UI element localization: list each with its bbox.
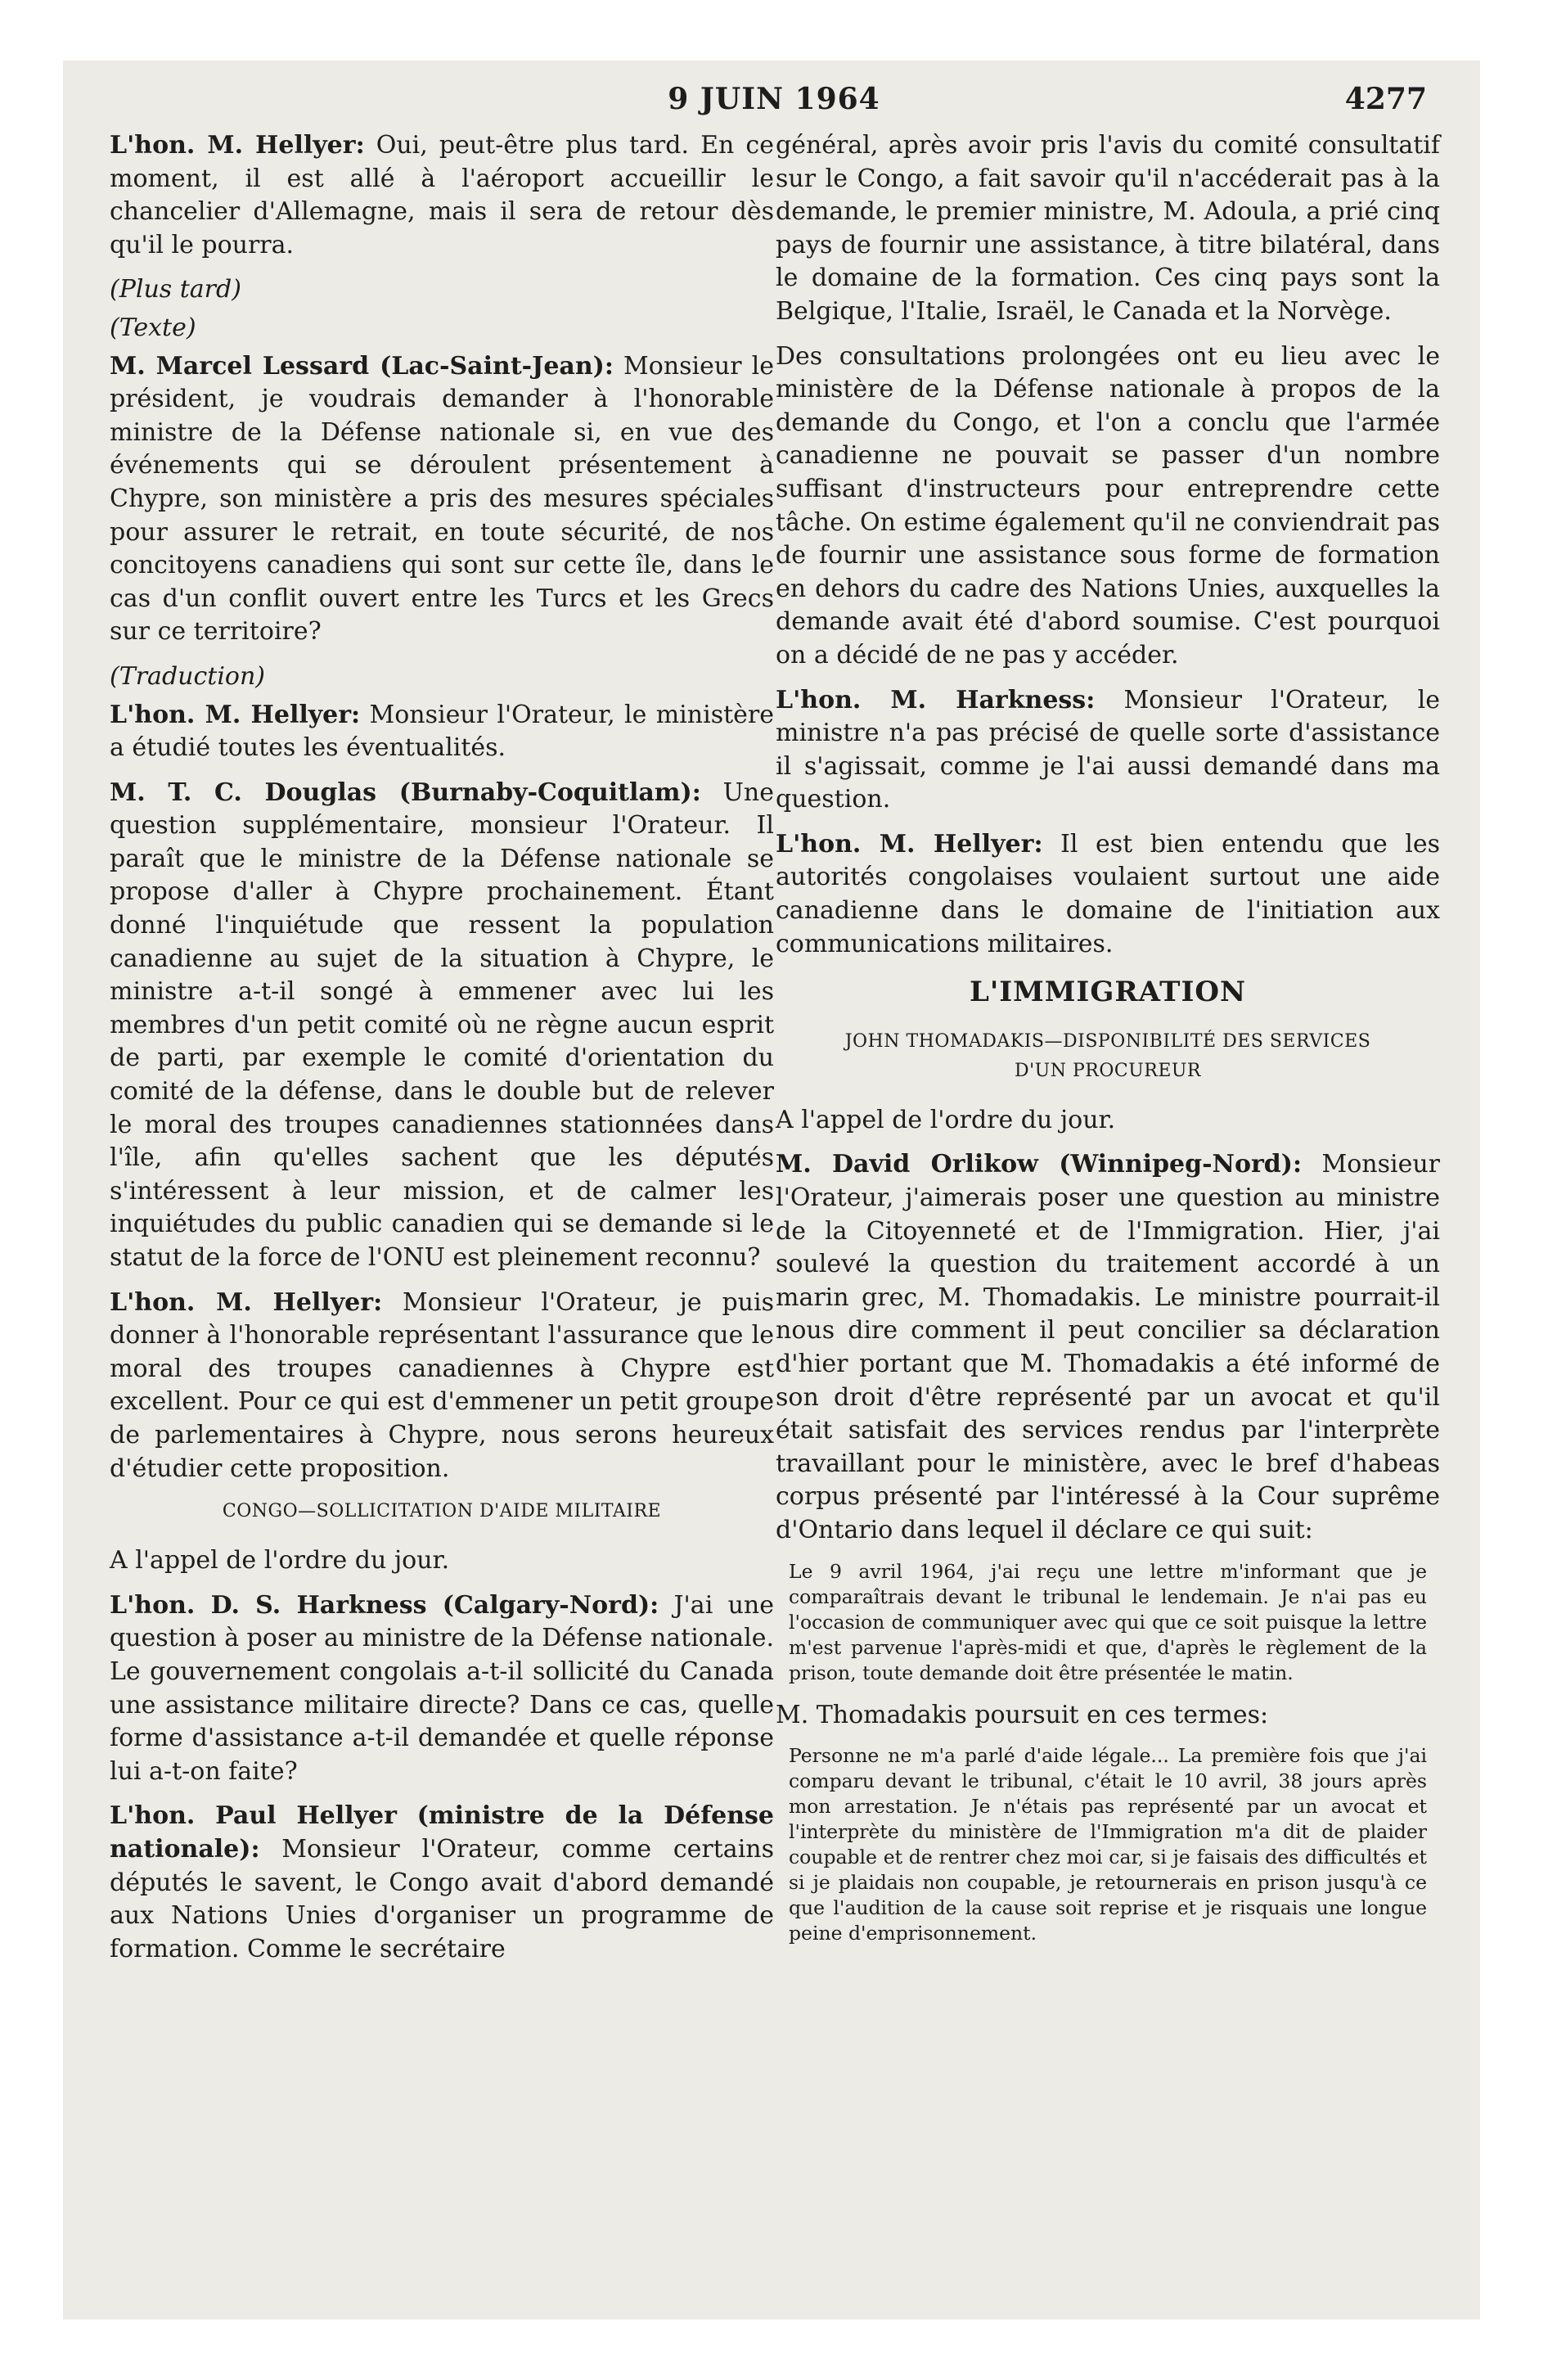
speaker-name: M. David Orlikow (Winnipeg-Nord): bbox=[776, 1150, 1303, 1179]
paragraph bbox=[110, 777, 774, 1275]
block-quote: Personne ne m'a parlé d'aide légale... La première fois que j'ai comparu devant le tribunal, c'était le 10 avril, 38 jours après mon arrestation. Je n'étais pas représenté par un avocat et l'interprète du ministère de l'Immigration m'a dit de plaider coupable et de rentrer chez moi car, si je faisais des difficultés et si je plaidais non coupable, je retournerais en prison jusqu'à ce que l'audition de la cause soit reprise et je risquais une longue peine d'emprisonnement. bbox=[789, 1744, 1427, 1945]
paragraph-text: Monsieur l'Orateur, comme certains députés le savent, le Congo avait d'abord demandé aux Nations Unies d'organiser un programme de formation. Comme le secrétaire bbox=[110, 1834, 774, 1963]
speaker-name: M. Marcel Lessard (Lac-Saint-Jean): bbox=[110, 351, 614, 381]
paragraph bbox=[110, 1800, 774, 1966]
paragraph-text: Monsieur le président, je voudrais demander à l'honorable ministre de la Défense nationale si, en vue des événements qui se déroulent présentement à Chypre, son ministère a pris des mesures spéciales pour assurer le retrait, en toute sécurité, de nos concitoyens canadiens qui sont sur cette île, dans le cas d'un conflit ouvert entre les Turcs et les Grecs sur ce territoire? bbox=[110, 351, 774, 647]
speaker-name: M. T. C. Douglas (Burnaby-Coquitlam): bbox=[110, 778, 701, 807]
paragraph-text: Une question supplémentaire, monsieur l'Orateur. Il paraît que le ministre de la Défense nationale se propose d'aller à Chypre prochainement. Étant donné l'inquiétude que ressent la population canadienne au sujet de la situation à Chypre, le ministre a-t-il songé à emmener avec lui les membres d'un petit comité où ne règne aucun esprit de parti, par exemple le comité d'orientation du comité de la défense, dans le double but de relever le moral des troupes canadiennes stationnées dans l'île, afin qu'elles sachent que les députés s'intéressent à leur mission, et de calmer les inquiétudes du public canadien qui se demande si le statut de la force de l'ONU est pleinement reconnu? bbox=[110, 778, 774, 1272]
section-title: L'IMMIGRATION bbox=[969, 976, 1247, 1009]
procedural-note: (Texte) bbox=[110, 313, 196, 342]
speaker-name: L'hon. M. Harkness: bbox=[776, 685, 1096, 714]
procedural-note: (Traduction) bbox=[110, 661, 266, 691]
paragraph: A l'appel de l'ordre du jour. bbox=[776, 1105, 1116, 1134]
paragraph-text: Monsieur l'Orateur, je puis donner à l'honorable représentant l'assurance que le moral des troupes canadiennes à Chypre est excellent. Pour ce qui est d'emmener un petit groupe de parlementaires à Chypre, nous serons heureux d'étudier cette proposition. bbox=[110, 1287, 774, 1483]
paragraph bbox=[110, 350, 774, 649]
paragraph-text: Monsieur l'Orateur, le ministère a étudié toutes les éventualités. bbox=[110, 700, 774, 763]
page-number: 4277 bbox=[1344, 82, 1427, 116]
paragraph bbox=[776, 684, 1440, 817]
paragraph: M. Thomadakis poursuit en ces termes: bbox=[776, 1700, 1269, 1729]
procedural-note: (Plus tard) bbox=[110, 275, 241, 304]
paragraph: général, après avoir pris l'avis du comité consultatif sur le Congo, a fait savoir qu'il n'accéderait pas à la demande, le premier ministre, M. Adoula, a prié cinq pays de fournir une assistance, à titre bilatéral, dans le domaine de la formation. Ces cinq pays sont la Belgique, l'Italie, Israël, le Canada et la Norvège. bbox=[776, 131, 1440, 326]
speaker-name: L'hon. Paul Hellyer (ministre de la Défense nationale): bbox=[110, 1801, 774, 1864]
subtitle-line: JOHN THOMADAKIS—DISPONIBILITÉ DES SERVICES bbox=[844, 1030, 1371, 1052]
paragraph-text: Monsieur l'Orateur, le ministre n'a pas précisé de quelle sorte d'assistance il s'agissait, comme je l'ai aussi demandé dans ma question. bbox=[776, 685, 1440, 814]
section-subtitle bbox=[776, 1027, 1440, 1086]
paragraph bbox=[110, 1589, 774, 1789]
block-quote: Le 9 avril 1964, j'ai reçu une lettre m'informant que je comparaîtrais devant le tribunal le lendemain. Je n'ai pas eu l'occasion de communiquer avec qui que ce soit puisque la lettre m'est parvenue l'après-midi et que, d'après le règlement de la prison, toute demande doit être présentée le matin. bbox=[789, 1559, 1427, 1684]
paragraph bbox=[110, 699, 774, 765]
speaker-name: L'hon. D. S. Harkness (Calgary-Nord): bbox=[110, 1590, 659, 1620]
paragraph bbox=[110, 1287, 774, 1486]
left-column bbox=[110, 129, 774, 1977]
paragraph-text: J'ai une question à poser au ministre de la Défense nationale. Le gouvernement congolais a-t-il sollicité du Canada une assistance militaire directe? Dans ce cas, quelle forme d'assistance a-t-il demandée et quelle réponse lui a-t-on faite? bbox=[110, 1590, 774, 1786]
paragraph: A l'appel de l'ordre du jour. bbox=[110, 1546, 450, 1575]
paragraph-text: Oui, peut-être plus tard. En ce moment, il est allé à l'aéroport accueillir le chancelier d'Allemagne, mais il sera de retour dès qu'il le pourra. bbox=[110, 131, 774, 259]
speaker-name: L'hon. M. Hellyer: bbox=[110, 131, 365, 160]
paragraph-text: Il est bien entendu que les autorités congolaises voulaient surtout une aide canadienne dans le domaine de l'initiation aux communications militaires. bbox=[776, 829, 1440, 958]
paragraph: Des consultations prolongées ont eu lieu avec le ministère de la Défense nationale à propos de la demande du Congo, et l'on a conclu que l'armée canadienne ne pouvait se passer d'un nombre suffisant d'instructeurs pour entreprendre cette tâche. On estime également qu'il ne conviendrait pas de fournir une assistance sous forme de formation en dehors du cadre des Nations Unies, auxquelles la demande avait été d'abord soumise. C'est pourquoi on a décidé de ne pas y accéder. bbox=[776, 341, 1440, 669]
subtitle-line: D'UN PROCUREUR bbox=[1015, 1060, 1201, 1081]
speaker-name: L'hon. M. Hellyer: bbox=[110, 700, 361, 729]
speaker-name: L'hon. M. Hellyer: bbox=[776, 829, 1043, 859]
section-subtitle: CONGO—SOLLICITATION D'AIDE MILITAIRE bbox=[222, 1501, 662, 1522]
right-column bbox=[776, 129, 1440, 1959]
speaker-name: L'hon. M. Hellyer: bbox=[110, 1287, 383, 1317]
paragraph bbox=[776, 828, 1440, 961]
paragraph bbox=[110, 129, 774, 262]
paragraph-text: Monsieur l'Orateur, j'aimerais poser une question au ministre de la Citoyenneté et de l'Immigration. Hier, j'ai soulevé la question du traitement accordé à un marin grec, M. Thomadakis. Le ministre pourrait-il nous dire comment il peut concilier sa déclaration d'hier portant que M. Thomadakis a été informé de son droit d'être représenté par un avocat et qu'il était satisfait des services rendus par l'interprète travaillant pour le ministère, avec le bref d'habeas corpus présenté par l'intéressé à la Cour suprême d'Ontario dans lequel il déclare ce qui suit: bbox=[776, 1150, 1440, 1544]
header-date: 9 JUIN 1964 bbox=[668, 82, 880, 116]
paragraph bbox=[776, 1148, 1440, 1547]
